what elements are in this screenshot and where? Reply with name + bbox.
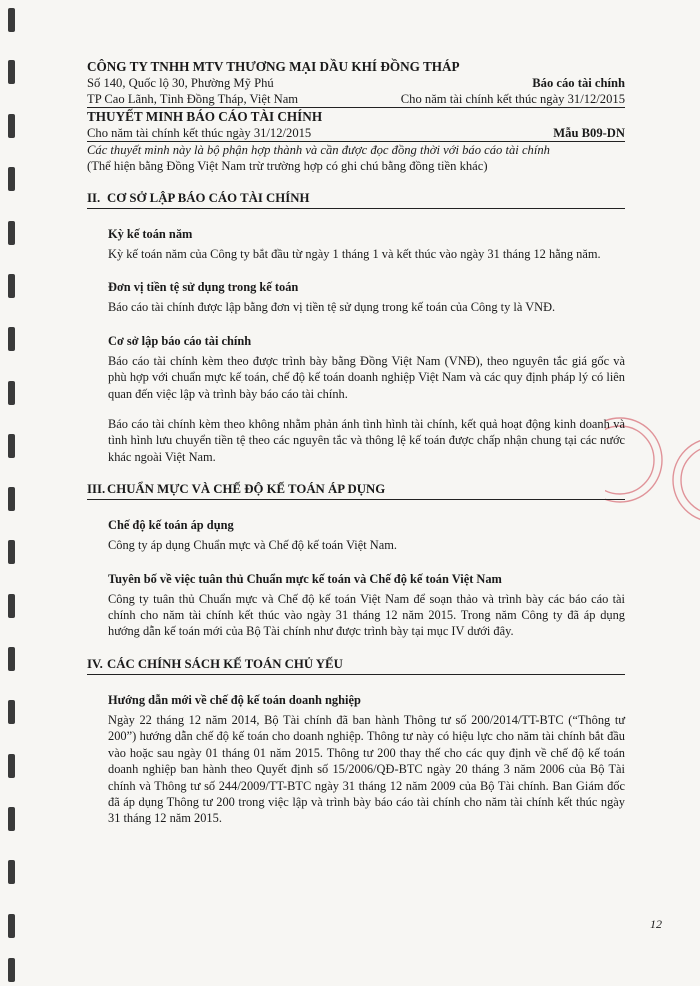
subsection-heading: Đơn vị tiền tệ sử dụng trong kế toán — [108, 280, 299, 295]
paragraph: Công ty tuân thủ Chuẩn mực và Chế độ kế toán Việt Nam để soạn thảo và trình bày các báo cáo tài chính cho năm tài chính kết thúc vào ngày 31 tháng 12 năm 2015. Trong năm Công ty đã áp dụng hướng dẫn kế toán mới của Bộ Tài chính như được trình bày tại mục IV dưới đây. — [108, 591, 625, 639]
section-title: CHUẨN MỰC VÀ CHẾ ĐỘ KẾ TOÁN ÁP DỤNG — [107, 482, 386, 497]
note-currency: (Thể hiện bằng Đồng Việt Nam trừ trường hợp có ghi chú bằng đồng tiền khác) — [87, 159, 488, 173]
subsection-heading: Tuyên bố về việc tuân thủ Chuẩn mực kế toán và Chế độ kế toán Việt Nam — [108, 571, 502, 586]
section-title: CÁC CHÍNH SÁCH KẾ TOÁN CHỦ YẾU — [107, 656, 343, 671]
section-heading — [87, 654, 625, 675]
section-number: III. — [87, 482, 106, 497]
subsection — [108, 571, 625, 640]
subsection-heading: Hướng dẫn mới về chế độ kế toán doanh nghiệp — [108, 692, 361, 707]
period-right: Cho năm tài chính kết thúc ngày 31/12/2015 — [400, 92, 625, 106]
binder-holes — [8, 0, 18, 986]
section-heading — [87, 479, 625, 500]
paragraph: Báo cáo tài chính kèm theo không nhằm phản ánh tình hình tài chính, kết quả hoạt động kinh doanh và tình hình lưu chuyển tiền tệ theo các nguyên tắc và thông lệ kế toán được chấp nhận chung tại các nước khác ngoài Việt Nam. — [108, 417, 625, 464]
note-italic: Các thuyết minh này là bộ phận hợp thành và cần được đọc đồng thời với báo cáo tài chính — [87, 141, 625, 158]
section-number: II. — [87, 191, 101, 205]
period-line: Cho năm tài chính kết thúc ngày 31/12/2015 Mẫu B09-DN — [87, 126, 625, 140]
section-heading — [87, 188, 625, 209]
subsection-heading: Kỳ kế toán năm — [108, 227, 193, 241]
report-label: Báo cáo tài chính — [532, 76, 625, 90]
address-line-2: TP Cao Lãnh, Tỉnh Đồng Tháp, Việt Nam Cho năm tài chính kết thúc ngày 31/12/2015 — [87, 92, 625, 106]
paragraph: Báo cáo tài chính kèm theo được trình bày bằng Đồng Việt Nam (VNĐ), theo nguyên tắc giá gốc và phù hợp với chuẩn mực kế toán, chế độ kế toán doanh nghiệp Việt Nam và các quy định pháp lý có liên quan đến việc lập và trình bày báo cáo tài chính. — [108, 353, 625, 401]
subsection — [108, 333, 625, 465]
sections-container — [87, 188, 625, 827]
section-number: IV. — [87, 656, 103, 671]
paragraph: Ngày 22 tháng 12 năm 2014, Bộ Tài chính đã ban hành Thông tư số 200/2014/TT-BTC (“Thông tư 200”) hướng dẫn chế độ kế toán cho doanh nghiệp. Thông tư này có hiệu lực cho năm tài chính bắt đầu vào hoặc sau ngày 01 tháng 01 năm 2015. Thông tư 200 thay thế cho các quy định về chế độ kế toán doanh nghiệp ban hành theo Quyết định số 15/2006/QĐ-BTC ngày 20 tháng 3 năm 2006 của Bộ Tài chính và Thông tư số 244/2009/TT-BTC ngày 31 tháng 12 năm 2009 của Bộ Tài chính. Ban Giám đốc đã áp dụng Thông tư 200 trong việc lập và trình bày báo cáo tài chính cho năm tài chính kết thúc ngày 31 tháng 12 năm 2015. — [108, 712, 625, 826]
paragraph: Báo cáo tài chính được lập bằng đơn vị tiền tệ sử dụng trong kế toán của Công ty là VNĐ. — [108, 300, 556, 315]
subsection-heading: Chế độ kế toán áp dụng — [108, 518, 234, 533]
subsection — [108, 279, 625, 315]
subsection — [108, 226, 625, 262]
form-code: Mẫu B09-DN — [553, 126, 625, 140]
address-line-1: Số 140, Quốc lộ 30, Phường Mỹ Phú Báo cáo tài chính — [87, 76, 625, 90]
company-name: CÔNG TY TNHH MTV THƯƠNG MẠI DẦU KHÍ ĐỒNG THÁP — [87, 59, 460, 74]
page-number: 12 — [650, 917, 662, 931]
subsection-heading: Cơ sở lập báo cáo tài chính — [108, 333, 252, 348]
section-title: CƠ SỞ LẬP BÁO CÁO TÀI CHÍNH — [107, 191, 310, 205]
document-page — [87, 58, 625, 827]
subsection — [108, 692, 625, 827]
document-title: THUYẾT MINH BÁO CÁO TÀI CHÍNH — [87, 107, 625, 125]
subsection — [108, 517, 625, 553]
paragraph: Công ty áp dụng Chuẩn mực và Chế độ kế toán Việt Nam. — [108, 538, 397, 553]
paragraph: Kỳ kế toán năm của Công ty bắt đầu từ ngày 1 tháng 1 và kết thúc vào ngày 31 tháng 12 hằng năm. — [108, 247, 601, 261]
